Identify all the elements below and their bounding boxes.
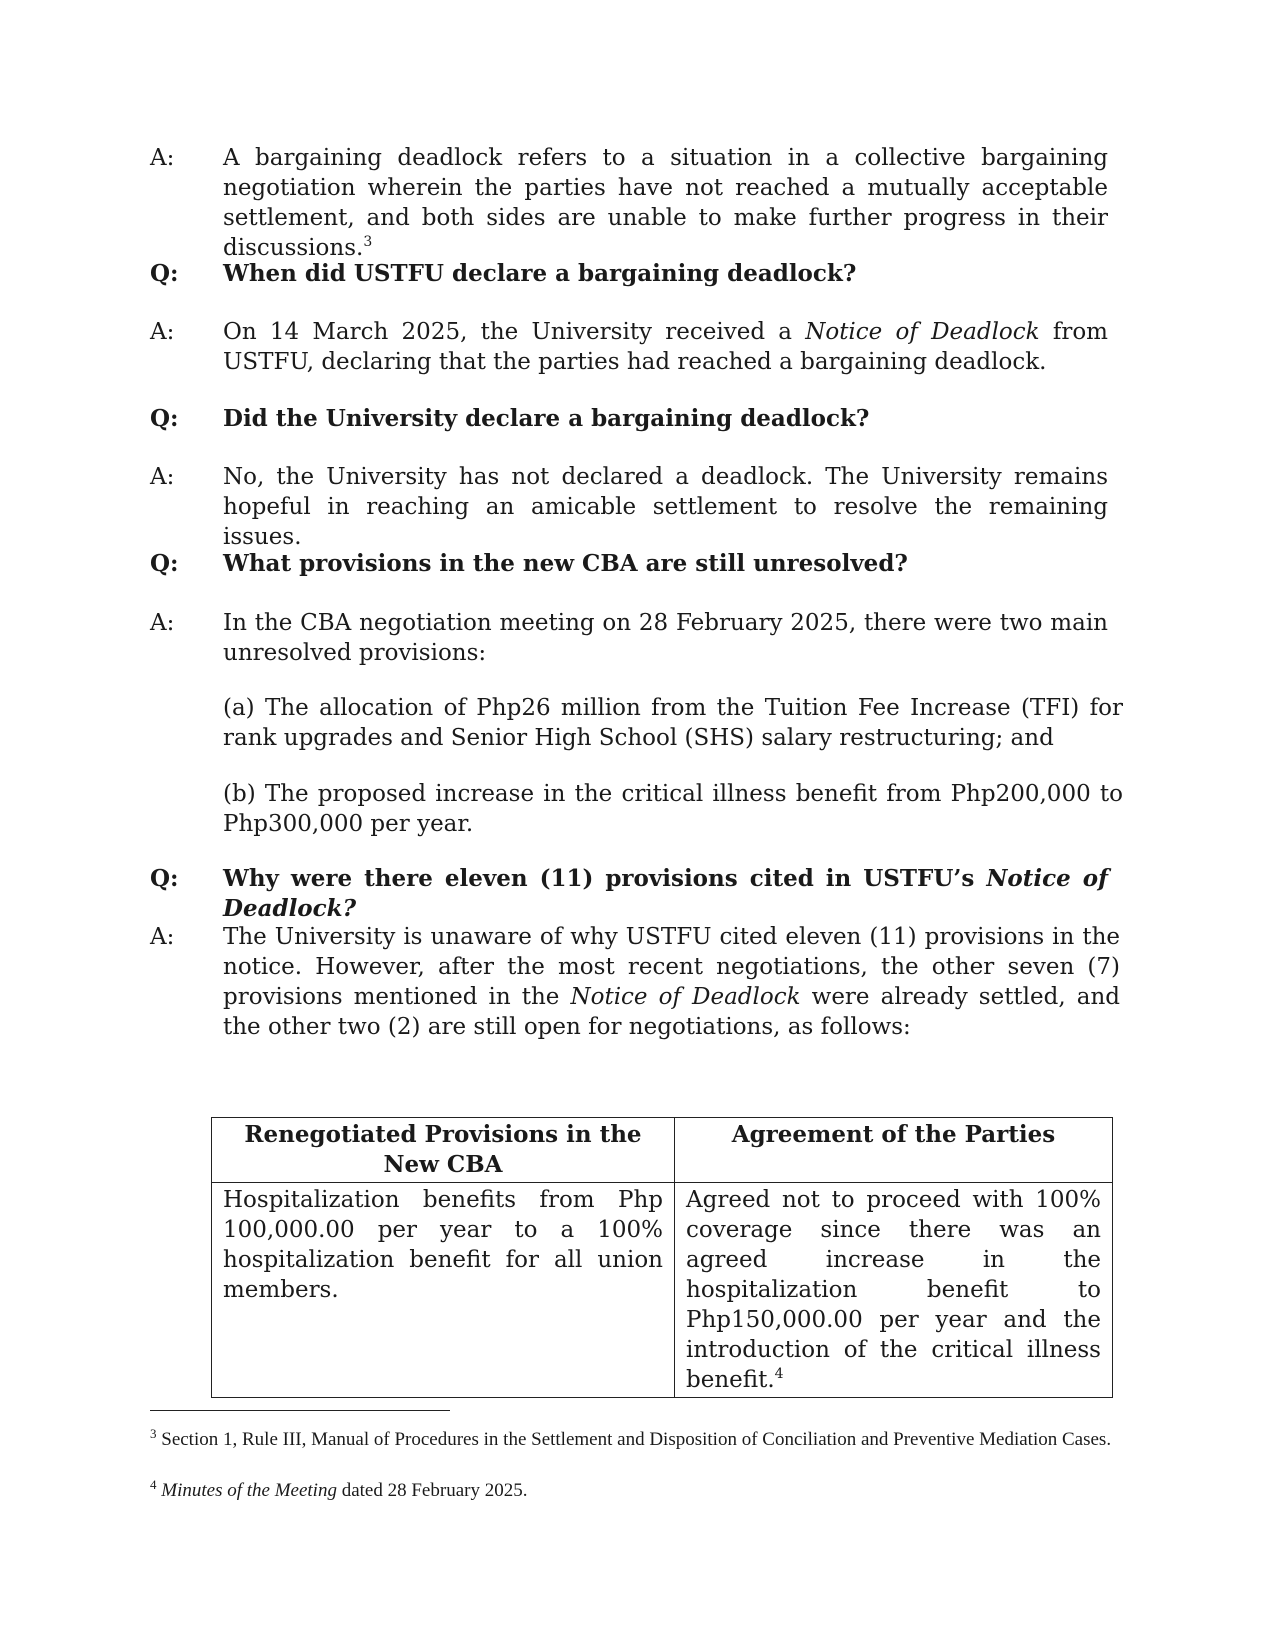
notice-title: Notice of Deadlock: [805, 319, 1040, 345]
notice-title: Notice of Deadlock?: [223, 865, 1108, 922]
answer-label: A:: [150, 610, 175, 636]
question-label: Q:: [150, 405, 179, 432]
answer-label: A:: [150, 464, 175, 490]
list-item-a: (a) The allocation of Php26 million from the Tuition Fee Increase (TFI) for rank upgrades and Senior High School (SHS) salary restructuring; and: [223, 695, 1123, 751]
question-text: When did USTFU declare a bargaining deadlock?: [223, 260, 857, 287]
answer-label: A:: [150, 924, 175, 950]
footnote-ref-4: 4: [774, 1366, 784, 1382]
question-text: Why were there eleven (11) provisions cited in USTFU’s Notice of Deadlock?: [223, 865, 1108, 922]
answer-text: On 14 March 2025, the University received a Notice of Deadlock from USTFU, declaring that the parties had reached a bargaining deadlock.: [223, 319, 1108, 375]
footnote-ref-3: 3: [363, 234, 373, 250]
question-label: Q:: [150, 550, 179, 577]
answer-text: A bargaining deadlock refers to a situation in a collective bargaining negotiation wherein the parties have not reached a mutually acceptable settlement, and both sides are unable to make further progress in their discussions.$^3$: [223, 145, 1108, 261]
answer-label: A:: [150, 145, 175, 171]
table-row: [212, 1183, 1113, 1398]
footnote-3: $^3$ Section 1, Rule III, Manual of Procedures in the Settlement and Disposition of Conciliation and Preventive Mediation Cases.: [150, 1426, 1112, 1450]
question-label: Q:: [150, 260, 179, 287]
footnote-separator: [150, 1410, 450, 1411]
table-header-row: [212, 1118, 1113, 1183]
question-text: What provisions in the new CBA are still unresolved?: [223, 550, 908, 577]
table-header-agreement: Agreement of the Parties: [675, 1118, 1113, 1183]
footnote-4: $^4$ Minutes of the Meeting dated 28 February 2025.: [150, 1477, 528, 1501]
provisions-table: [211, 1117, 1113, 1398]
question-label: Q:: [150, 865, 179, 892]
answer-text: The University is unaware of why USTFU cited eleven (11) provisions in the notice. However, after the most recent negotiations, the other seven (7) provisions mentioned in the Notice of Deadlock were already settled, and the other two (2) are still open for negotiations, as follows:: [223, 924, 1120, 1040]
notice-title: Notice of Deadlock: [570, 984, 801, 1010]
table-header-provisions: Renegotiated Provisions in the New CBA: [212, 1118, 675, 1183]
answer-text: In the CBA negotiation meeting on 28 February 2025, there were two main unresolved provisions:: [223, 610, 1108, 666]
table-cell-agreement: Agreed not to proceed with 100% coverage since there was an agreed increase in the hospitalization benefit to Php150,000.00 per year and the introduction of the critical illness benefit.$^4$: [675, 1183, 1113, 1398]
answer-label: A:: [150, 319, 175, 345]
table-cell-provision: Hospitalization benefits from Php 100,000.00 per year to a 100% hospitalization benefit for all union members.: [212, 1183, 675, 1398]
list-item-b: (b) The proposed increase in the critical illness benefit from Php200,000 to Php300,000 per year.: [223, 781, 1123, 837]
answer-text: No, the University has not declared a deadlock. The University remains hopeful in reaching an amicable settlement to resolve the remaining issues.: [223, 464, 1108, 550]
question-text: Did the University declare a bargaining deadlock?: [223, 405, 870, 432]
